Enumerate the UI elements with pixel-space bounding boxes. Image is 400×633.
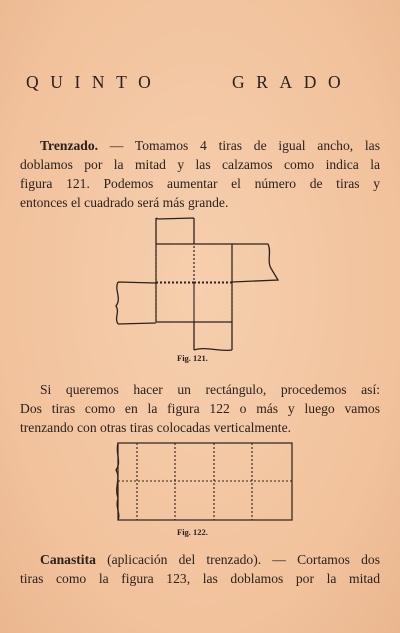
running-head-word-1: QUINTO bbox=[26, 72, 163, 92]
paragraph-line: Dos tiras como en la figura 122 o más y luego vamos bbox=[20, 401, 380, 416]
paragraph-line: figura 121. Podemos aumentar el número de tiras y bbox=[20, 176, 380, 191]
paragraph-line: Canastita (aplicación del trenzado). — Cortamos dos bbox=[40, 552, 380, 567]
paragraph-line: doblamos por la mitad y las calzamos como indica la bbox=[20, 157, 380, 172]
paragraph-lead: Canastita bbox=[40, 552, 96, 567]
paragraph-line: Si queremos hacer un rectángulo, procedemos así: bbox=[40, 382, 380, 397]
rectangle-outline bbox=[118, 443, 292, 520]
paragraph-line: Trenzado. — Tomamos 4 tiras de igual ancho, las bbox=[40, 138, 380, 153]
paragraph-line: tiras como la figura 123, las doblamos por la mitad bbox=[20, 571, 380, 586]
paragraph-line: entonces el cuadrado será más grande. bbox=[20, 195, 229, 210]
paragraph-canastita bbox=[20, 550, 380, 588]
figure-caption: Fig. 122. bbox=[177, 527, 208, 537]
paragraph-lead: Trenzado. bbox=[40, 138, 99, 153]
figure-caption: Fig. 121. bbox=[177, 353, 208, 363]
running-head-word-2: GRADO bbox=[232, 72, 353, 92]
paragraph-line: trenzando con otras tiras colocadas verticalmente. bbox=[20, 420, 291, 435]
